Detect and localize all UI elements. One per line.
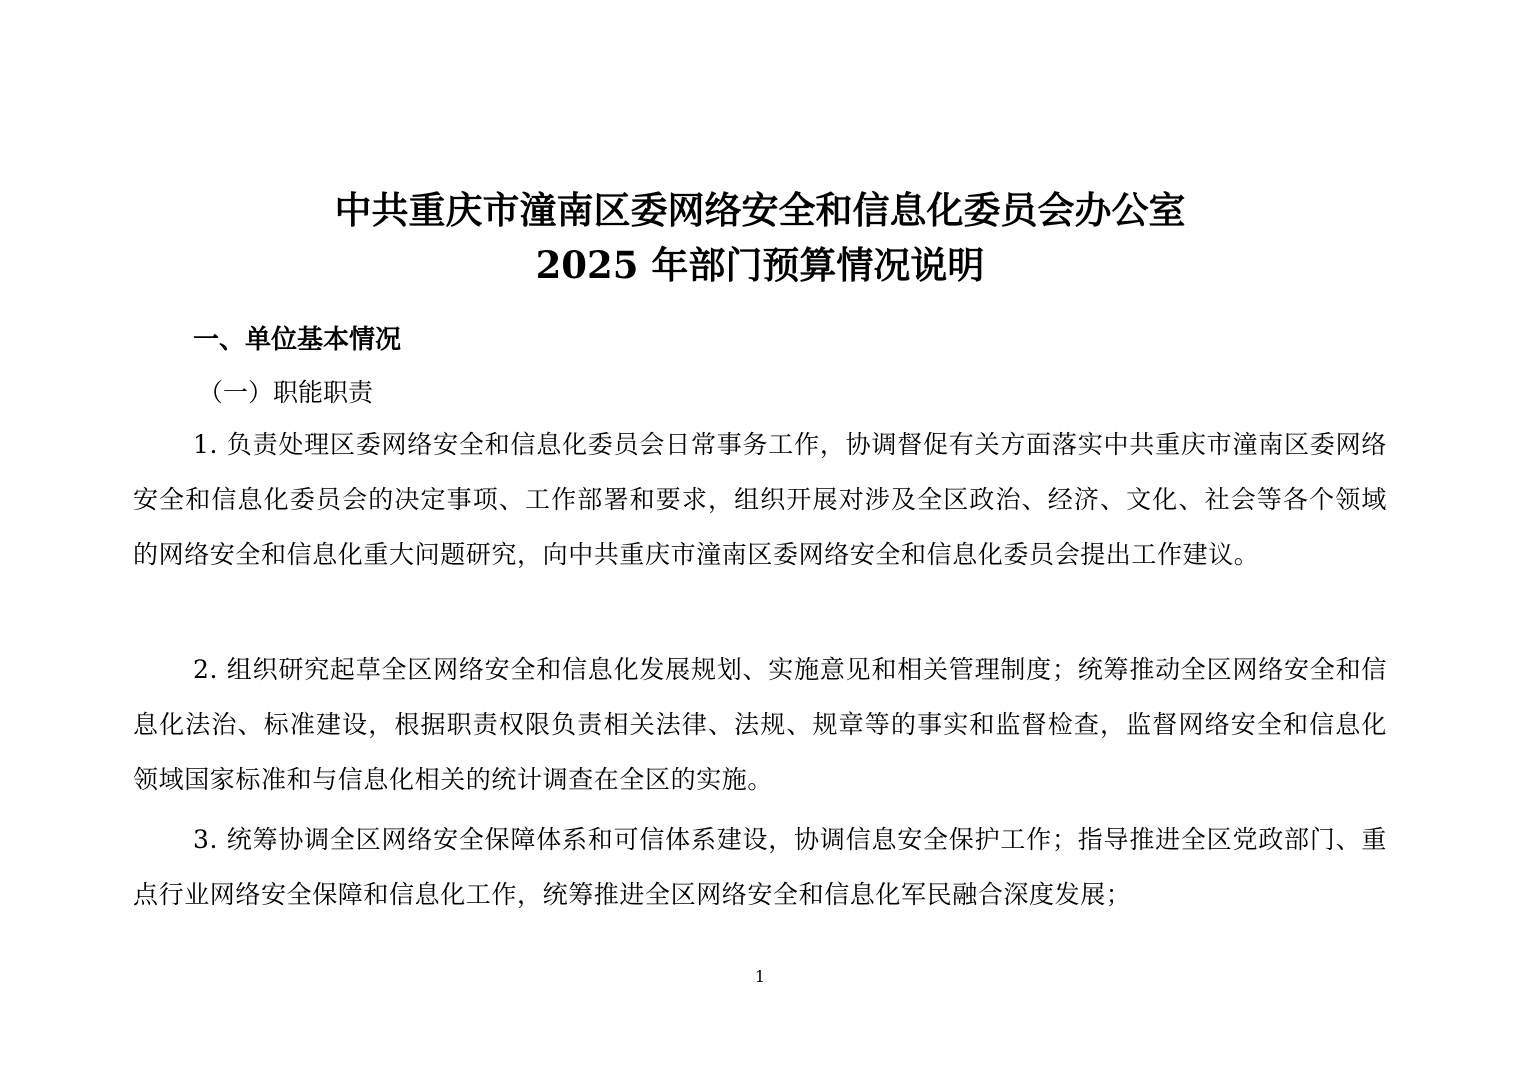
subsection-heading-duties: （一）职能职责 xyxy=(198,378,374,407)
section-heading-basic-info: 一、单位基本情况 xyxy=(193,325,402,355)
duty-paragraph-3: 3. 统筹协调全区网络安全保障体系和可信体系建设，协调信息安全保护工作；指导推进全区党政部门、重点行业网络安全保障和信息化工作，统筹推进全区网络安全和信息化军民融合深度发展； xyxy=(133,825,1387,909)
page-number: 1 xyxy=(754,967,766,986)
document-title-line-2: 2025 年部门预算情况说明 xyxy=(535,243,985,287)
duty-paragraph-2: 2. 组织研究起草全区网络安全和信息化发展规划、实施意见和相关管理制度；统筹推动全区网络安全和信息化法治、标准建设，根据职责权限负责相关法律、法规、规章等的事实和监督检查，监督网络安全和信息化领域国家标准和与信息化相关的统计调查在全区的实施。 xyxy=(133,655,1387,794)
document-title-line-1: 中共重庆市潼南区委网络安全和信息化委员会办公室 xyxy=(334,188,1186,232)
duty-paragraph-1: 1. 负责处理区委网络安全和信息化委员会日常事务工作，协调督促有关方面落实中共重庆市潼南区委网络安全和信息化委员会的决定事项、工作部署和要求，组织开展对涉及全区政治、经济、文化、社会等各个领域的网络安全和信息化重大问题研究，向中共重庆市潼南区委网络安全和信息化委员会提出工作建议。 xyxy=(133,430,1387,569)
